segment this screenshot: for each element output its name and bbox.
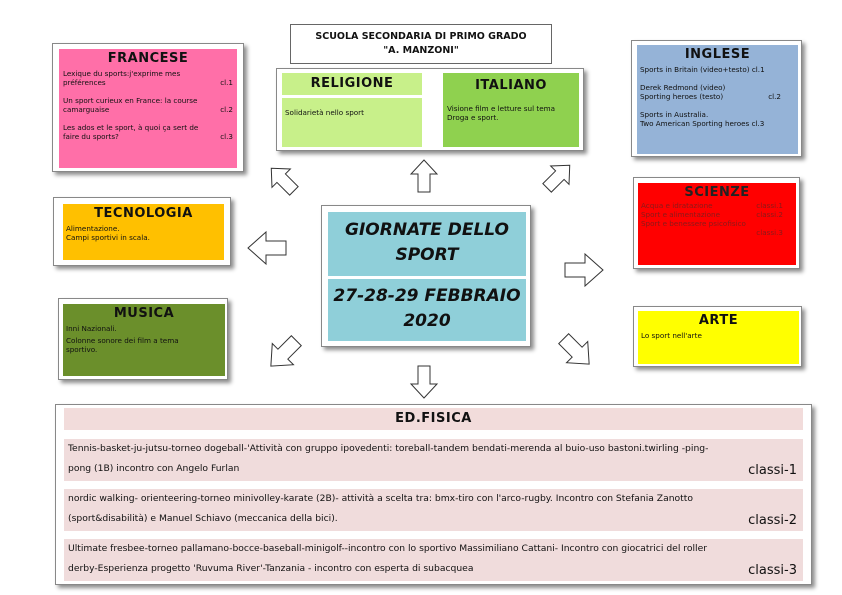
edfisica-row-1 [64,439,803,481]
scienze-item-2-class: classi.2 [756,210,783,219]
arte-title: ARTE [698,313,739,328]
scienze-item-3: Sport e benessere psicofisico [641,219,746,228]
arte-text: Lo sport nell'arte [641,331,702,340]
francese-item-1-line-2: préférences [63,78,106,87]
school-name-line1: SCUOLA SECONDARIA DI PRIMO GRADO [315,31,527,42]
scienze-item-3-class: classi.3 [756,228,783,237]
musica-line-1: Inni Nazionali. [66,324,117,333]
francese-item-2-class: cl.2 [220,105,233,114]
musica-line-3: sportivo. [66,345,98,354]
center-dates-line-2: 2020 [403,311,451,331]
scienze-item-2: Sport e alimentazione [641,210,721,219]
edfisica-row-1-line-2: pong (1B) incontro con Angelo Furlan [68,463,240,474]
musica-line-2: Colonne sonore dei film a tema [66,336,179,345]
inglese-line-5: Two American Sporting heroes cl.3 [640,119,765,128]
inglese-line-3: Sporting heroes (testo) [640,92,724,101]
francese-title: FRANCESE [107,51,189,66]
francese-item-2-line-2: camarguaise [63,105,110,114]
edfisica-row-2-line-2: (sport&disabilità) e Manuel Schiavo (meccanica della bici). [68,513,338,524]
inglese-line-1: Sports in Britain (video+testo) cl.1 [640,65,765,74]
edfisica-row-2-class: classi-2 [748,513,797,528]
school-name-line2: "A. MANZONI" [383,45,459,56]
inglese-line-3-class: cl.2 [768,92,781,101]
scienze-item-1: Acqua e idratazione [641,201,713,210]
edfisica-row-3-line-2: derby-Esperienza progetto 'Ruvuma River'-Tanzania - incontro con esperta di subacquea [68,563,474,574]
religione-title: RELIGIONE [282,73,422,95]
musica-title: MUSICA [113,306,175,321]
edfisica-row-3-class: classi-3 [748,563,797,578]
religione-text: Solidarietà nello sport [282,98,422,147]
edfisica-row-2 [64,489,803,531]
center-dates-line-1: 27-28-29 FEBBRAIO [333,286,521,306]
francese-item-3-class: cl.3 [220,132,233,141]
italiano-title: ITALIANO [475,78,547,93]
edfisica-row-3-line-1: Ultimate fresbee-torneo pallamano-bocce-baseball-minigolf--incontro con lo sportivo Massimiliano Cattani- Incontro con giocatrici del roller [68,543,708,554]
tecnologia-title: TECNOLOGIA [94,206,193,221]
italiano-line-1: Visione film e letture sul tema [447,104,556,113]
edfisica-container [55,404,812,585]
center-title-line-2: SPORT [395,245,459,265]
edfisica-row-1-class: classi-1 [748,463,797,478]
tecnologia-line-2: Campi sportivi in scala. [66,233,150,242]
francese-item-3-line-2: faire du sports? [63,132,119,141]
center-title-line-1: GIORNATE DELLO [345,220,509,240]
edfisica-row-2-line-1: nordic walking- orienteering-torneo minivolley-karate (2B)- attività a scelta tra: bmx-tiro con l'arco-rugby. Incontro con Stefania Zanotto [68,493,694,504]
francese-item-1-line-1: Lexique du sports:j'exprime mes [63,69,181,78]
inglese-line-2: Derek Redmond (video) [640,83,726,92]
scienze-item-1-class: classi.1 [756,201,783,210]
francese-item-3-line-1: Les ados et le sport, à quoi ça sert de [63,123,199,132]
francese-item-2-line-1: Un sport curieux en France: la course [63,96,198,105]
tecnologia-line-1: Alimentazione. [66,224,120,233]
inglese-title: INGLESE [684,47,751,62]
francese-item-1-class: cl.1 [220,78,233,87]
inglese-line-4: Sports in Australia. [640,110,709,119]
edfisica-row-1-line-1: Tennis-basket-ju-jutsu-torneo dogeball-'Attività con gruppo ipovedenti: toreball-tandem bendati-merenda al buio-uso bastoni.twirling -ping- [68,443,709,454]
italiano-line-2: Droga e sport. [447,113,499,122]
edfisica-row-3 [64,539,803,581]
scienze-title: SCIENZE [684,185,750,200]
edfisica-title: ED.FISICA [64,408,803,430]
